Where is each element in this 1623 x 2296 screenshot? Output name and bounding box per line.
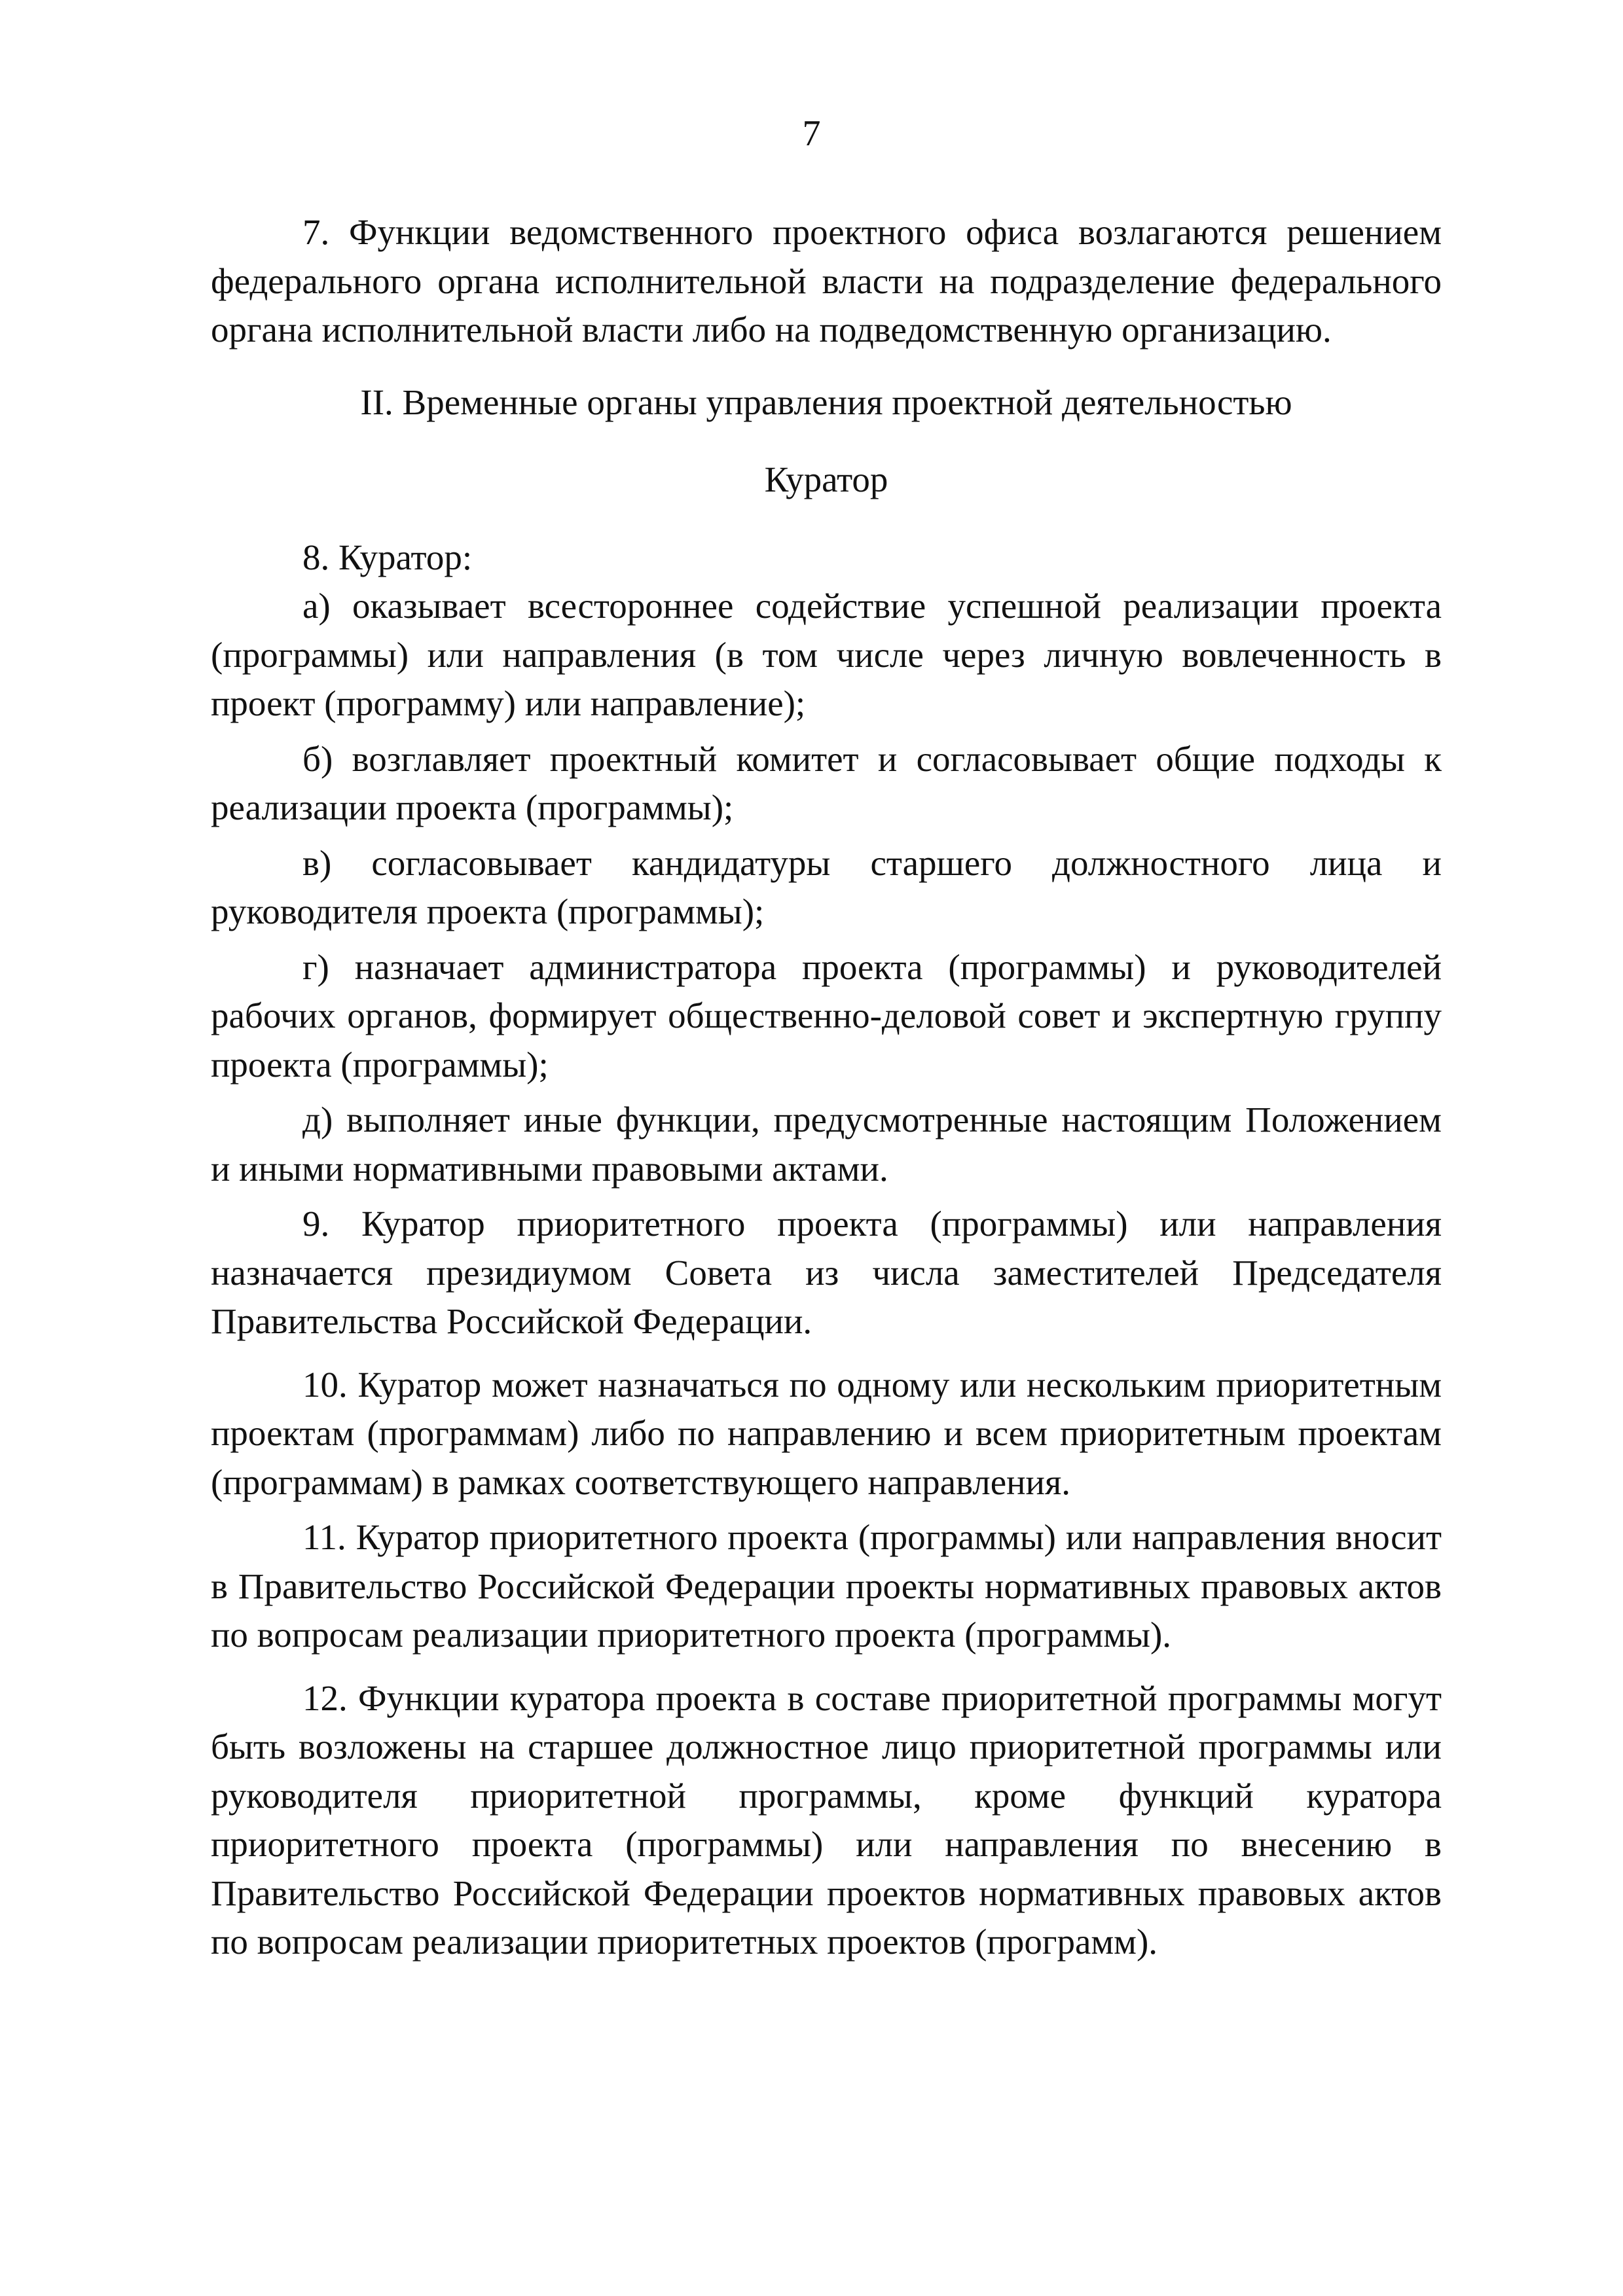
paragraph-12: 12. Функции куратора проекта в составе приоритетной программы могут быть возложены на старшее должностное лицо приоритетной программы или руководителя приоритетной программы, кроме функций куратора приоритетного проекта (программы) или направления по внесению в Правительство Российской Федерации проектов нормативных правовых актов по вопросам реализации приоритетных проектов (программ). [211, 1677, 1442, 1962]
paragraph-8-b: б) возглавляет проектный комитет и согласовывает общие подходы к реализации проекта (программы); [211, 738, 1442, 827]
document-body [211, 208, 1442, 1967]
paragraph-8-a: а) оказывает всестороннее содействие успешной реализации проекта (программы) или направления (в том числе через личную вовлеченность в проект (программу) или направление); [211, 586, 1442, 723]
paragraph-9: 9. Куратор приоритетного проекта (программы) или направления назначается президиумом Совета из числа заместителей Председателя Правительства Российской Федерации. [211, 1204, 1442, 1341]
paragraph-8-g: г) назначает администратора проекта (программы) и руководителей рабочих органов, формирует общественно-деловой совет и экспертную группу проекта (программы); [211, 946, 1442, 1085]
section-heading: II. Временные органы управления проектной деятельностью [360, 382, 1292, 422]
paragraph-8-v: в) согласовывает кандидатуры старшего должностного лица и руководителя проекта (программы); [211, 842, 1442, 931]
page-number: 7 [802, 113, 821, 154]
paragraph-11: 11. Куратор приоритетного проекта (программы) или направления вносит в Правительство Российской Федерации проекты нормативных правовых актов по вопросам реализации приоритетного проекта (программы). [211, 1517, 1442, 1655]
paragraph-8-d: д) выполняет иные функции, предусмотренные настоящим Положением и иными нормативными правовыми актами. [211, 1100, 1442, 1189]
paragraph-7: 7. Функции ведомственного проектного офиса возлагаются решением федерального органа исполнительной власти на подразделение федерального органа исполнительной власти либо на подведомственную организацию. [211, 212, 1442, 350]
paragraph-8: 8. Куратор: [302, 537, 473, 577]
subsection-heading-curator: Куратор [764, 459, 888, 499]
paragraph-10: 10. Куратор может назначаться по одному или нескольким приоритетным проектам (программам) либо по направлению и всем приоритетным проектам (программам) в рамках соответствующего направления. [211, 1364, 1442, 1502]
